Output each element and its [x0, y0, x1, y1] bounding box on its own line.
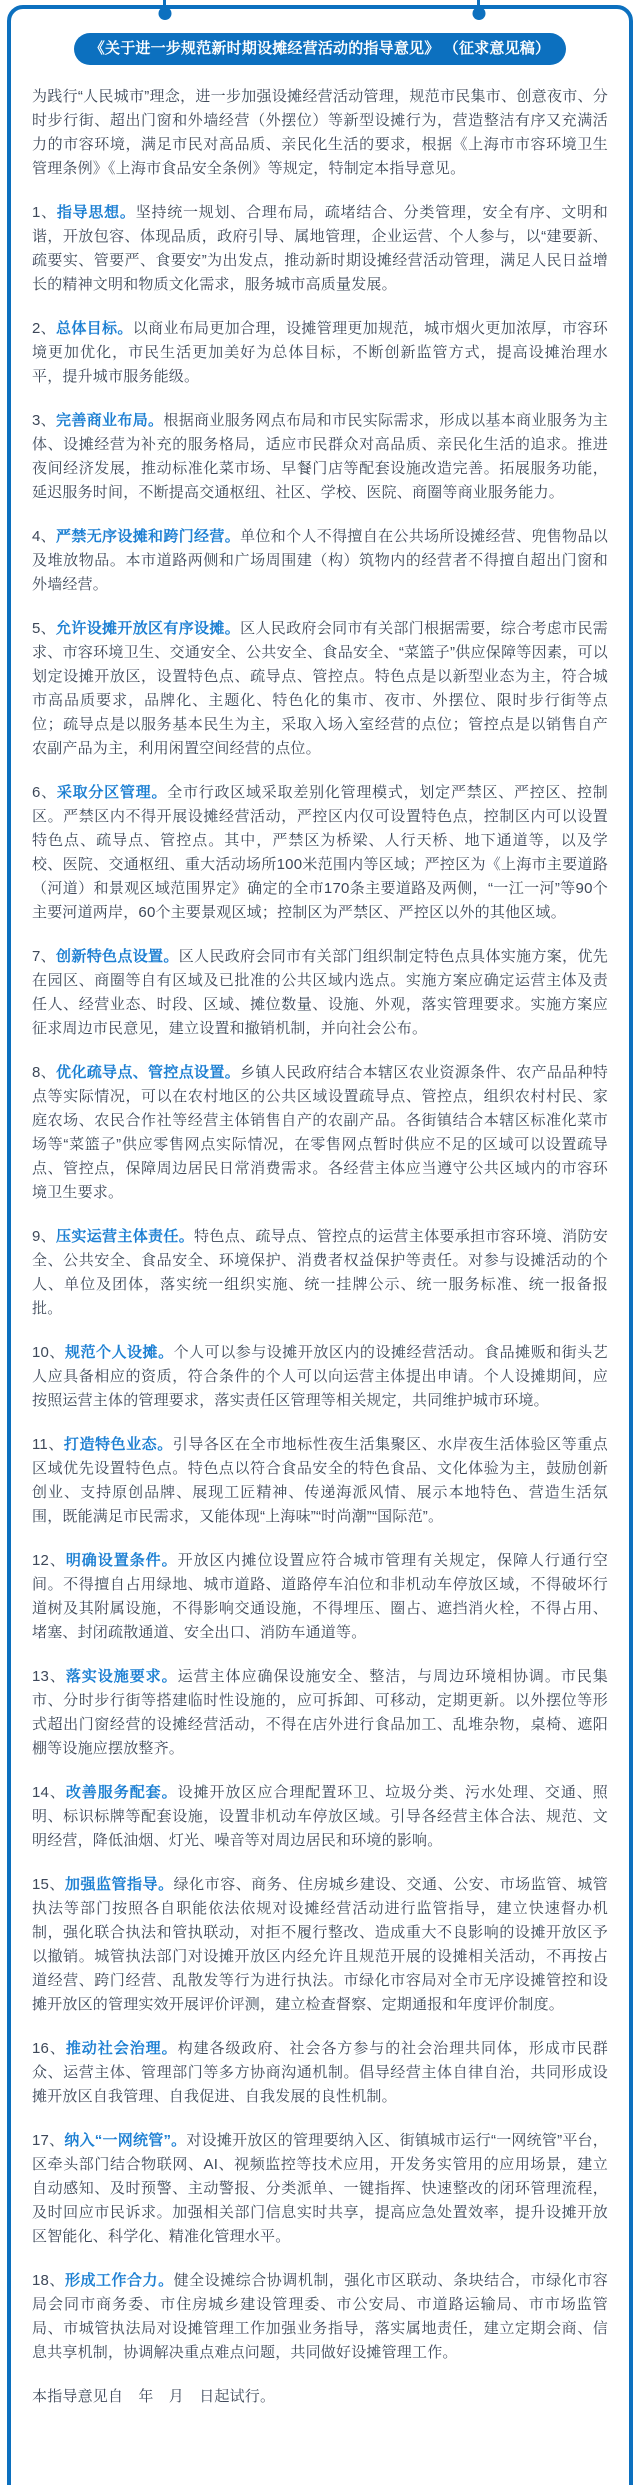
item-heading: 打造特色业态。 — [63, 1436, 173, 1453]
item-body: 根据商业服务网点布局和市民实际需求，形成以基本商业服务为主体、设摊经营为补充的服务格局，适应市民群众对高品质、亲民化生活的追求。推进夜间经济发展，推动标准化菜市场、早餐门店等配套设施改造完善。拓展服务功能，延迟服务时间，不断提高交通枢纽、社区、学校、医院、商圈等商业服务能力。 — [32, 412, 608, 501]
item-number: 15、 — [32, 1876, 65, 1893]
item-number: 18、 — [32, 2272, 65, 2289]
guideline-item — [32, 317, 608, 389]
item-body: 引导各区在全市地标性夜生活集聚区、水岸夜生活体验区等重点区域优先设置特色点。特色点以符合食品安全的特色食品、文化体验为主，鼓励创新创业、支持原创品牌、展现工匠精神、传递海派风情、展示本地特色、营造生活氛围，既能满足市民需求，又能体现“上海味”“时尚潮”“国际范”。 — [32, 1436, 609, 1525]
item-body: 开放区内摊位设置应符合城市管理有关规定，保障人行通行空间。不得擅自占用绿地、城市道路、道路停车泊位和非机动车停放区域，不得破坏行道树及其附属设施，不得影响交通设施，不得埋压、圈占、遮挡消火栓，不得占用、堵塞、封闭疏散通道、安全出口、消防车通道等。 — [32, 1552, 608, 1641]
item-heading: 形成工作合力。 — [64, 2272, 174, 2289]
item-number: 8、 — [32, 1064, 57, 1081]
guideline-item — [32, 617, 608, 761]
item-heading: 推动社会治理。 — [65, 2040, 178, 2057]
item-heading: 采取分区管理。 — [56, 784, 168, 801]
item-body: 以商业布局更加合理，设摊管理更加规范，城市烟火更加浓厚，市容环境更加优化，市民生活更加美好为总体目标，不断创新监管方式，提高设摊治理水平，提升城市服务能级。 — [32, 320, 608, 385]
item-heading: 总体目标。 — [56, 320, 133, 337]
guideline-items-list — [32, 201, 608, 2365]
item-number: 5、 — [32, 620, 57, 637]
guideline-item — [32, 1781, 608, 1853]
guideline-item — [32, 525, 608, 597]
item-number: 13、 — [32, 1668, 66, 1685]
document-title-banner: 《关于进一步规范新时期设摊经营活动的指导意见》 （征求意见稿） — [74, 33, 566, 65]
guideline-item — [32, 1665, 608, 1761]
item-number: 12、 — [32, 1552, 66, 1569]
item-heading: 优化疏导点、管控点设置。 — [56, 1064, 241, 1081]
item-body: 乡镇人民政府结合本辖区农业资源条件、农产品品种特点等实际情况，可以在农村地区的公共区域设置疏导点、管控点，组织农村村民、家庭农场、农民合作社等经营主体销售自产的农副产品。各街镇结合本辖区标准化菜市场等“菜篮子”供应零售网点实际情况，在零售网点暂时供应不足的区域可以设置疏导点、管控点，保障周边居民日常消费需求。各经营主体应当遵守公共区域内的市容环境卫生要求。 — [32, 1064, 608, 1201]
item-body: 区人民政府会同市有关部门根据需要，综合考虑市民需求、市容环境卫生、交通安全、公共安全、食品安全、“菜篮子”供应保障等因素，可以划定设摊开放区，设置特色点、疏导点、管控点。特色点是以新型业态为主，符合城市高品质要求，品牌化、主题化、特色化的集市、夜市、外摆位、限时步行街等点位；疏导点是以服务基本民生为主，采取入场入室经营的点位；管控点是以销售自产农副产品为主，利用闲置空间经营的点位。 — [32, 620, 608, 757]
guideline-item — [32, 201, 608, 297]
guideline-item — [32, 781, 608, 925]
guideline-item — [32, 1873, 608, 2017]
item-heading: 严禁无序设摊和跨门经营。 — [56, 528, 241, 545]
item-number: 17、 — [32, 2132, 65, 2149]
guideline-item — [32, 945, 608, 1041]
item-heading: 落实设施要求。 — [65, 1668, 178, 1685]
item-body: 对设摊开放区的管理要纳入区、街镇城市运行“一网统管”平台，区牵头部门结合物联网、AI、视频监控等技术应用，开发务实管用的应用场景，建立自动感知、及时预警、主动警报、分类派单、一键指挥、快速整改的闭环管理流程，及时回应市民诉求。加强相关部门信息实时共享，提高应急处置效率，提升设摊开放区智能化、科学化、精准化管理水平。 — [32, 2132, 608, 2245]
item-number: 3、 — [32, 412, 57, 429]
item-heading: 规范个人设摊。 — [64, 1344, 174, 1361]
item-body: 特色点、疏导点、管控点的运营主体要承担市容环境、消防安全、公共安全、食品安全、环境保护、消费者权益保护等责任。对参与设摊活动的个人、单位及团体，落实统一组织实施、统一挂牌公示、统一服务标准、统一报备报批。 — [32, 1228, 608, 1317]
guideline-item — [32, 2037, 608, 2109]
item-heading: 完善商业布局。 — [56, 412, 164, 429]
effective-date-line: 本指导意见自 年 月 日起试行。 — [32, 2388, 276, 2405]
item-body: 构建各级政府、社会各方参与的社会治理共同体，形成市民群众、运营主体、管理部门等多方协商沟通机制。倡导经营主体自律自治，共同形成设摊开放区自我管理、自我促进、自我发展的良性机制。 — [32, 2040, 608, 2105]
guideline-item — [32, 1433, 608, 1529]
guideline-item — [32, 2269, 608, 2365]
guideline-item — [32, 1225, 608, 1321]
item-number: 9、 — [32, 1228, 57, 1245]
guideline-item — [32, 409, 608, 505]
item-number: 10、 — [32, 1344, 65, 1361]
item-heading: 允许设摊开放区有序设摊。 — [56, 620, 241, 637]
item-body: 个人可以参与设摊开放区内的设摊经营活动。食品摊贩和街头艺人应具备相应的资质，符合条件的个人可以向运营主体提出申请。个人设摊期间，应按照运营主体的管理要求，落实责任区管理等相关规定，共同维护城市环境。 — [32, 1344, 608, 1409]
item-body: 单位和个人不得擅自在公共场所设摊经营、兜售物品以及堆放物品。本市道路两侧和广场周围建（构）筑物内的经营者不得擅自超出门窗和外墙经营。 — [32, 528, 608, 593]
item-body: 运营主体应确保设施安全、整洁，与周边环境相协调。市民集市、分时步行街等搭建临时性设施的，应可拆卸、可移动，定期更新。以外摆位等形式超出门窗经营的设摊经营活动，不得在店外进行食品加工、乱堆杂物，桌椅、遮阳棚等设施应摆放整齐。 — [32, 1668, 608, 1757]
item-number: 16、 — [32, 2040, 66, 2057]
guideline-item — [32, 1341, 608, 1413]
intro-paragraph: 为践行“人民城市”理念，进一步加强设摊经营活动管理，规范市民集市、创意夜市、分时步行街、超出门窗和外墙经营（外摆位）等新型设摊行为，营造整洁有序又充满活力的市容环境，满足市民对高品质、亲民化生活的要求，根据《上海市市容环境卫生管理条例》《上海市食品安全条例》等规定，特制定本指导意见。 — [32, 88, 608, 177]
item-heading: 加强监管指导。 — [64, 1876, 174, 1893]
item-number: 11、 — [32, 1436, 64, 1453]
item-body: 坚持统一规划、合理布局，疏堵结合、分类管理，安全有序、文明和谐，开放包容、体现品质，政府引导、属地管理，企业运营、个人参与，以“建要新、疏要实、管要严、食要安”为出发点，推动新时期设摊经营活动管理，满足人民日益增长的精神文明和物质文化需求，服务城市高质量发展。 — [32, 204, 608, 293]
item-body: 设摊开放区应合理配置环卫、垃圾分类、污水处理、交通、照明、标识标牌等配套设施，设置非机动车停放区域。引导各经营主体合法、规范、文明经营，降低油烟、灯光、噪音等对周边居民和环境的影响。 — [32, 1784, 608, 1849]
item-number: 4、 — [32, 528, 57, 545]
item-heading: 改善服务配套。 — [65, 1784, 178, 1801]
item-heading: 纳入“一网统管”。 — [64, 2132, 187, 2149]
item-number: 14、 — [32, 1784, 66, 1801]
item-body: 绿化市容、商务、住房城乡建设、交通、公安、市场监管、城管执法等部门按照各自职能依法依规对设摊经营活动进行监管指导，建立快速督办机制，强化联合执法和管执联动，对拒不履行整改、造成重大不良影响的设摊开放区予以撤销。城管执法部门对设摊开放区内经允许且规范开展的设摊相关活动，不再按占道经营、跨门经营、乱散发等行为进行执法。市绿化市容局对全市无序设摊管控和设摊开放区的管理实效开展评价评测，建立检查督察、定期通报和年度评价制度。 — [32, 1876, 608, 2013]
item-heading: 压实运营主体责任。 — [56, 1228, 195, 1245]
item-number: 2、 — [32, 320, 57, 337]
guideline-item — [32, 1549, 608, 1645]
item-body: 健全设摊综合协调机制，强化市区联动、条块结合，市绿化市容局会同市商务委、市住房城乡建设管理委、市公安局、市道路运输局、市市场监管局、市城管执法局对设摊管理工作加强业务指导，落实属地责任，建立定期会商、信息共享机制，协调解决重点难点问题，共同做好设摊管理工作。 — [32, 2272, 608, 2361]
item-number: 6、 — [32, 784, 57, 801]
item-body: 区人民政府会同市有关部门组织制定特色点具体实施方案，优先在园区、商圈等自有区域及已批准的公共区域内选点。实施方案应确定运营主体及责任人、经营业态、时段、区域、摊位数量、设施、外观，落实管理要求。实施方案应征求周边市民意见，建立设置和撤销机制，并向社会公布。 — [32, 948, 608, 1037]
guideline-item — [32, 1061, 608, 1205]
item-number: 7、 — [32, 948, 57, 965]
item-body: 全市行政区域采取差别化管理模式，划定严禁区、严控区、控制区。严禁区内不得开展设摊经营活动，严控区内仅可设置特色点，控制区内可以设置特色点、疏导点、管控点。其中，严禁区为桥梁、人行天桥、地下通道等，以及学校、医院、交通枢纽、重大活动场所100米范围内等区域；严控区为《上海市主要道路（河道）和景观区域范围界定》确定的全市170条主要道路及两侧，“一江一河”等90个主要河道两岸，60个主要景观区域；控制区为严禁区、严控区以外的其他区域。 — [32, 784, 608, 921]
item-heading: 创新特色点设置。 — [56, 948, 179, 965]
item-number: 1、 — [32, 204, 57, 221]
item-heading: 指导思想。 — [56, 204, 136, 221]
item-heading: 明确设置条件。 — [65, 1552, 178, 1569]
guideline-item — [32, 2129, 608, 2249]
